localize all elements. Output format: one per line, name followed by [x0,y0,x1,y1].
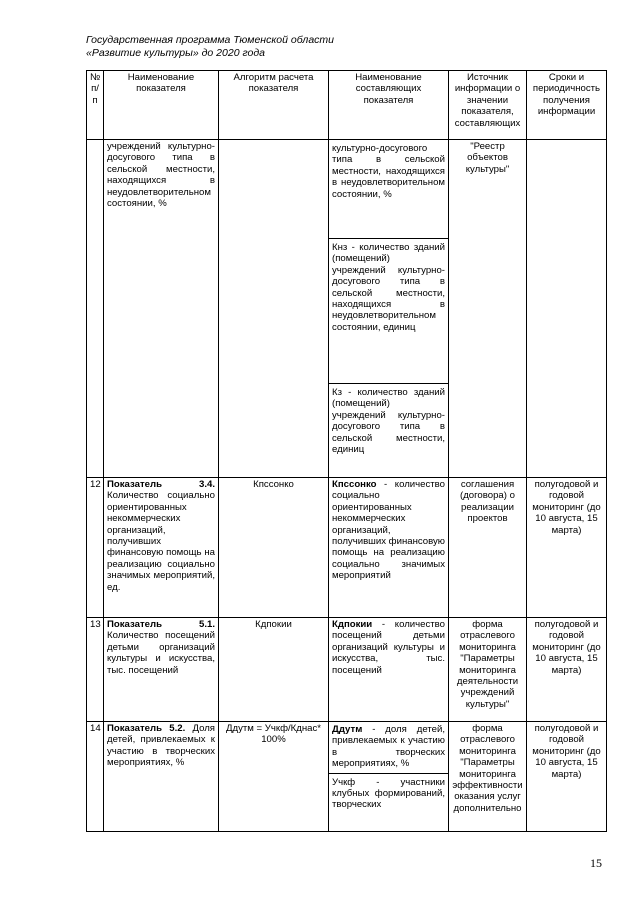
row-components [329,618,449,722]
header-line-1: Государственная программа Тюменской области [86,34,334,46]
component-symbol: Кпссонко [332,479,377,490]
row-num: 13 [87,618,104,722]
document-header [86,34,334,60]
row-source: форма отраслевого мониторинга "Параметры мониторинга деятельности учреждений культуры" [449,618,527,722]
component-text: - доля детей, привлекаемых к участию в творческих мероприятиях, % [332,724,445,770]
col-header-components: Наименование составляющих показателя [329,71,449,140]
row-source: форма отраслевого мониторинга "Параметры мониторинга эффективности оказания услуг дополнительно [449,722,527,832]
component-item [329,722,448,774]
table-row [87,722,607,832]
row-num: 14 [87,722,104,832]
row-num: 12 [87,478,104,618]
component-symbol: Ддутм [332,724,363,735]
component-item: - количество социально ориентированных некоммерческих организаций, получивших финансовую помощь на реализацию социально значимых мероприятий [332,479,445,582]
row-period: полугодовой и годовой мониторинг (до 10 августа, 15 марта) [527,722,607,832]
row-name-text: Количество социально ориентированных некоммерческих организаций, получивших финансовую помощь на реализацию социально значимых мероприятий, ед. [107,490,215,593]
row-name [104,618,219,722]
row-algorithm: Кпссонко [219,478,329,618]
row-period: полугодовой и годовой мониторинг (до 10 августа, 15 марта) [527,618,607,722]
component-symbol: Кдпокии [332,619,373,630]
row-components [329,140,449,478]
row-algorithm [219,140,329,478]
col-header-num: № п/ п [87,71,104,140]
col-header-name: Наименование показателя [104,71,219,140]
row-algorithm: Кдпокии [219,618,329,722]
row-components [329,722,449,832]
row-components [329,478,449,618]
table-row [87,478,607,618]
header-line-2: «Развитие культуры» до 2020 года [86,47,265,59]
row-name-text: учреждений культурно-досугового типа в сельской местности, находящихся в неудовлетворительном состоянии, % [107,141,215,210]
row-name-text: Количество посещений детьми организаций культуры и искусства, тыс. посещений [107,630,215,676]
indicator-table [86,70,607,832]
col-header-algorithm: Алгоритм расчета показателя [219,71,329,140]
row-period [527,140,607,478]
row-source: соглашения (договора) о реализации проектов [449,478,527,618]
row-source: "Реестр объектов культуры" [449,140,527,478]
table-header-row [87,71,607,140]
row-name [104,722,219,832]
component-item: - количество посещений детьми организаций культуры и искусства, тыс. посещений [332,619,445,676]
row-name-bold: Показатель 5.1. [107,619,215,630]
row-name [104,140,219,478]
component-item: Учкф - участники клубных формирований, творческих [332,776,445,811]
row-name-bold: Показатель 3.4. [107,479,215,490]
row-name [104,478,219,618]
row-period: полугодовой и годовой мониторинг (до 10 августа, 15 марта) [527,478,607,618]
row-algorithm: Ддутм = Учкф/Кднас* 100% [219,722,329,832]
table-row [87,618,607,722]
col-header-period: Сроки и периодичность получения информации [527,71,607,140]
col-header-source: Источник информации о значении показателя, составляющих [449,71,527,140]
row-num [87,140,104,478]
page-number: 15 [590,856,602,870]
component-item: Кз - количество зданий (помещений) учреждений культурно-досугового типа в сельской местности, единиц [332,387,445,456]
row-name-bold: Показатель 5.2. [107,723,186,734]
component-item: Кнз - количество зданий (помещений) учреждений культурно-досугового типа в сельской местности, находящихся в неудовлетворительном состоянии, единиц [329,239,448,384]
row-name-text: Доля детей, привлекаемых к участию в творческих мероприятиях, % [107,723,216,769]
component-item: культурно-досугового типа в сельской местности, находящихся в неудовлетворительном состоянии, % [329,140,448,239]
table-row [87,140,607,478]
